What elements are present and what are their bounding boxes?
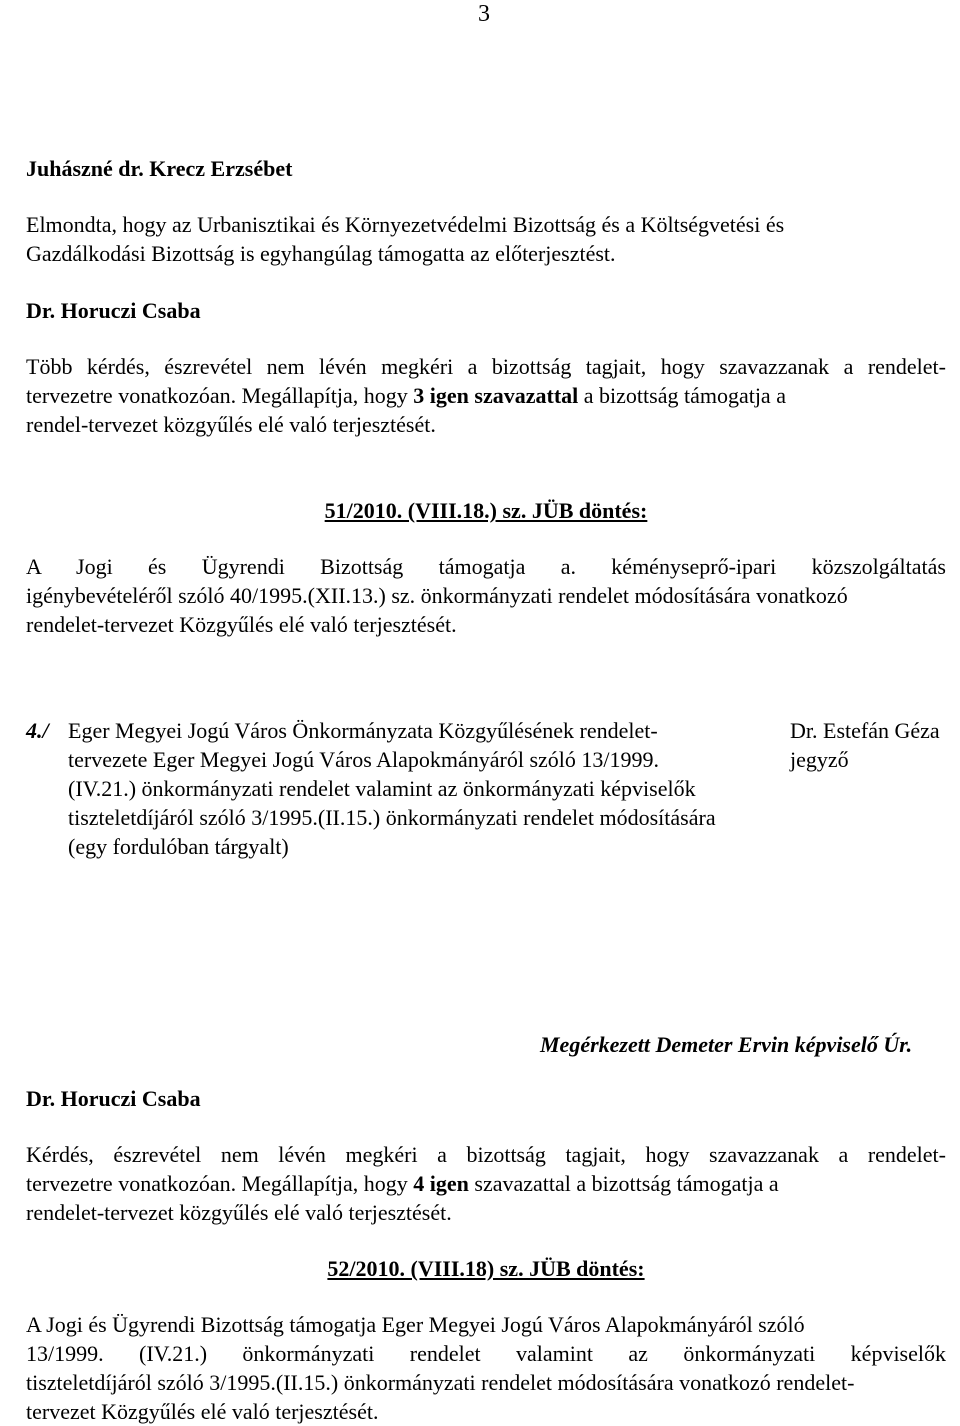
decision-line: igénybevételéről szóló 40/1995.(XII.13.) sz. önkormányzati rendelet módosítására vonatkozó — [26, 583, 848, 608]
decision-line: 13/1999. (IV.21.) önkormányzati rendelet valamint az önkormányzati képviselők — [26, 1341, 946, 1366]
paragraph-line: Elmondta, hogy az Urbanisztikai és Környezetvédelmi Bizottság és a Költségvetési és — [26, 212, 785, 237]
paragraph-line — [26, 1169, 946, 1198]
paragraph-line: rendel-tervezet közgyűlés elé való terjesztését. — [26, 412, 436, 437]
text-run: a bizottság támogatja a — [578, 383, 786, 408]
agenda-line: tiszteletdíjáról szóló 3/1995.(II.15.) önkormányzati rendelet módosítására — [68, 805, 716, 830]
paragraph-line: Gazdálkodási Bizottság is egyhangúlag támogatta az előterjesztést. — [26, 241, 616, 266]
arrival-note: Megérkezett Demeter Ervin képviselő Úr. — [540, 1032, 913, 1057]
decision-line: tiszteletdíjáról szóló 3/1995.(II.15.) önkormányzati rendelet módosítására vonatkozó rendelet- — [26, 1370, 855, 1395]
presenter-name: Dr. Estefán Géza — [790, 718, 940, 743]
text-run: szavazattal a bizottság támogatja a — [468, 1171, 779, 1196]
agenda-line: tervezete Eger Megyei Jogú Város Alapokmányáról szóló 13/1999. — [68, 747, 659, 772]
agenda-line: Eger Megyei Jogú Város Önkormányzata Közgyűlésének rendelet- — [68, 718, 658, 743]
decision-line: A Jogi és Ügyrendi Bizottság támogatja a. kéményseprő-ipari közszolgáltatás — [26, 554, 946, 579]
text-run: tervezetre vonatkozóan. Megállapítja, hogy — [26, 1171, 414, 1196]
decision-title: 51/2010. (VIII.18.) sz. JÜB döntés: — [324, 498, 648, 523]
speaker-heading: Dr. Horuczi Csaba — [26, 1086, 201, 1111]
page-number: 3 — [478, 1, 490, 27]
decision-line: tervezet Közgyűlés elé való terjesztését. — [26, 1399, 379, 1424]
paragraph-line: rendelet-tervezet közgyűlés elé való terjesztését. — [26, 1200, 452, 1225]
agenda-presenter — [790, 716, 940, 774]
decision-title: 52/2010. (VIII.18) sz. JÜB döntés: — [327, 1256, 645, 1281]
agenda-item-description — [68, 716, 768, 861]
decision-line: A Jogi és Ügyrendi Bizottság támogatja Eger Megyei Jogú Város Alapokmányáról szóló — [26, 1312, 805, 1337]
paragraph — [26, 1140, 946, 1227]
vote-count: 4 igen — [413, 1171, 469, 1196]
paragraph — [26, 352, 946, 439]
speaker-heading: Dr. Horuczi Csaba — [26, 298, 201, 323]
paragraph-line — [26, 381, 946, 410]
decision-text — [26, 552, 946, 639]
vote-count: 3 igen szavazattal — [413, 383, 579, 408]
decision-line: rendelet-tervezet Közgyűlés elé való terjesztését. — [26, 612, 457, 637]
decision-text — [26, 1310, 946, 1426]
presenter-role: jegyző — [790, 747, 849, 772]
agenda-line: (egy fordulóban tárgyalt) — [68, 834, 289, 859]
text-run: tervezetre vonatkozóan. Megállapítja, hogy — [26, 383, 414, 408]
agenda-line: (IV.21.) önkormányzati rendelet valamint az önkormányzati képviselők — [68, 776, 696, 801]
paragraph — [26, 210, 946, 268]
paragraph-line: Több kérdés, észrevétel nem lévén megkéri a bizottság tagjait, hogy szavazzanak a rendelet- — [26, 354, 946, 379]
speaker-heading: Juhászné dr. Krecz Erzsébet — [26, 156, 293, 181]
agenda-item-number: 4./ — [26, 718, 49, 743]
paragraph-line: Kérdés, észrevétel nem lévén megkéri a bizottság tagjait, hogy szavazzanak a rendelet- — [26, 1142, 946, 1167]
